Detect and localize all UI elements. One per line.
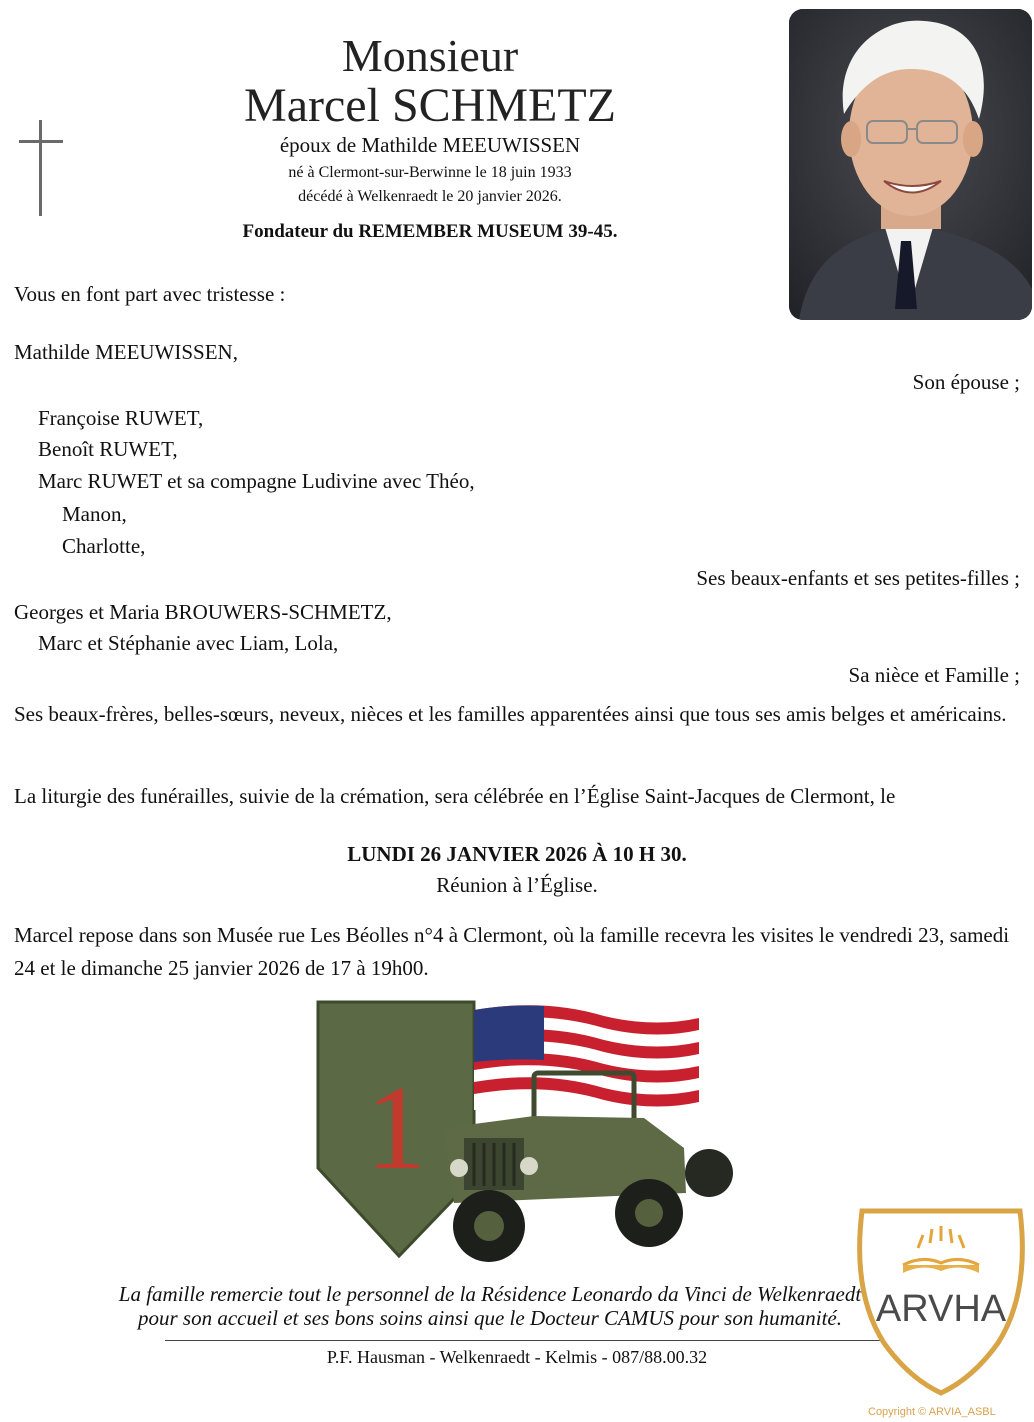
watermark-logo xyxy=(848,1193,1034,1398)
child-name: Françoise RUWET, xyxy=(38,406,204,430)
military-emblem xyxy=(314,998,734,1268)
relatives-paragraph: Ses beaux-frères, belles-sœurs, neveux, nièces et les familles apparentées ainsi que tous ses amis belges et américains. xyxy=(14,702,1007,726)
spouse-line: époux de Mathilde MEEUWISSEN xyxy=(279,133,581,157)
watermark-text: ARVHA xyxy=(875,1288,1007,1330)
copyright-text: Copyright © ARVIA_ASBL xyxy=(868,1406,996,1418)
children-role: Ses beaux-enfants et ses petites-filles ; xyxy=(696,566,1020,590)
thanks-line: pour son accueil et ses bons soins ainsi que le Docteur CAMUS pour son humanité. xyxy=(137,1306,843,1330)
visits-paragraph: Marcel repose dans son Musée rue Les Béolles n°4 à Clermont, où la famille recevra les visites le vendredi 23, samedi 24 et le dimanche 25 janvier 2026 de 17 à 19h00. xyxy=(14,923,1010,980)
thanks-line: La famille remercie tout le personnel de la Résidence Leonardo da Vinci de Welkenraedt xyxy=(118,1282,862,1306)
liturgy-paragraph: La liturgie des funérailles, suivie de la crémation, sera célébrée en l’Église Saint-Jacques de Clermont, le xyxy=(14,784,896,808)
grandchild-name: Charlotte, xyxy=(62,534,146,558)
honorific: Monsieur xyxy=(341,30,519,81)
ceremony-date: LUNDI 26 JANVIER 2026 À 10 H 30. xyxy=(347,842,687,866)
divider xyxy=(165,1340,885,1341)
cross-icon xyxy=(19,120,63,218)
funeral-home: P.F. Hausman - Welkenraedt - Kelmis - 087/88.00.32 xyxy=(326,1347,708,1367)
spouse-role: Son épouse ; xyxy=(912,370,1020,394)
birth-line: né à Clermont-sur-Berwinne le 18 juin 1933 xyxy=(288,164,572,181)
division-number: 1 xyxy=(366,1061,426,1194)
meeting-place: Réunion à l’Église. xyxy=(436,873,598,897)
deceased-name: Marcel SCHMETZ xyxy=(244,79,616,132)
niece-name: Georges et Maria BROUWERS-SCHMETZ, xyxy=(14,600,392,624)
child-name: Benoît RUWET, xyxy=(38,437,178,461)
intro-text: Vous en font part avec tristesse : xyxy=(14,282,286,306)
niece-family: Marc et Stéphanie avec Liam, Lola, xyxy=(38,631,339,655)
portrait-photo xyxy=(789,9,1032,320)
child-name: Marc RUWET et sa compagne Ludivine avec Théo, xyxy=(38,469,475,493)
death-line: décédé à Welkenraedt le 20 janvier 2026. xyxy=(298,188,562,205)
grandchild-name: Manon, xyxy=(62,502,127,526)
american-flag xyxy=(474,1005,699,1122)
spouse-name: Mathilde MEEUWISSEN, xyxy=(14,340,238,364)
niece-role: Sa nièce et Famille ; xyxy=(848,663,1020,687)
founder-line: Fondateur du REMEMBER MUSEUM 39-45. xyxy=(242,221,618,242)
